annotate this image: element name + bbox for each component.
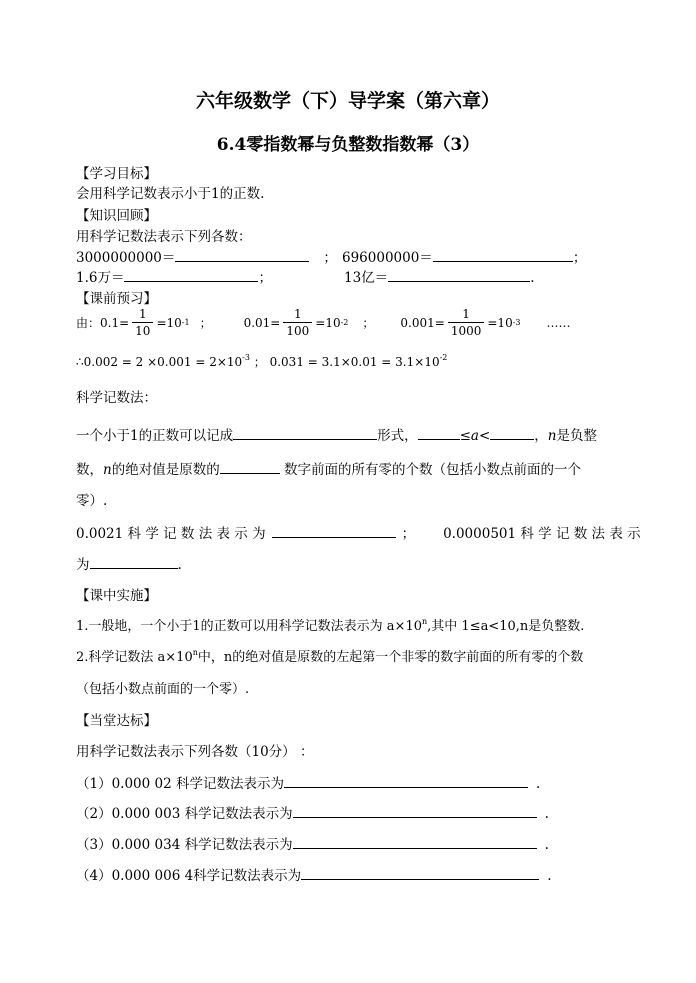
definition-line-2: 数，n的绝对值是原数的 数字前面的所有零的个数（包括小数点前面的一个 xyxy=(76,462,581,478)
objectives-text: 会用科学记数表示小于1的正数. xyxy=(76,186,265,202)
implementation-line-3: （包括小数点前面的一个零）. xyxy=(76,682,250,697)
answer-blank[interactable] xyxy=(220,460,280,474)
review-item-label: 13亿＝ xyxy=(344,270,389,286)
review-item-3: 1.6万＝ ； xyxy=(76,270,272,286)
standards-item-4: （4）0.000 006 4科学记数法表示为 . xyxy=(76,868,552,884)
standards-header: 【当堂达标】 xyxy=(76,713,157,729)
answer-blank[interactable] xyxy=(490,426,534,440)
definition-line-1: 一个小于1的正数可以记成 形式， ≤a< ，n是负整 xyxy=(76,428,597,444)
fraction: $\frac{1}{1000}$ xyxy=(448,306,485,339)
therefore-line: ∴0.002 = $2 \times 0.001 = 2\times 10^{-3}$ ； $0.031 = 3.1\times 0.01 = 3.1\times 10^{-2}$ xyxy=(76,353,448,369)
fraction: $\frac{1}{100}$ xyxy=(283,306,312,339)
implementation-line-2: 2.科学记数法 $a\times 10^n$中，n的绝对值是原数的左起第一个非零的数字前面的所有零的个数 xyxy=(76,648,584,665)
sci-notation-label: 科学记数法： xyxy=(76,390,157,406)
lesson-subtitle: 6.4零指数幂与负整数指数幂（3） xyxy=(216,135,480,155)
exercise-line-1: 0.0021 科 学 记 数 法 表 示 为 ； 0.0000501 科 学 记 数 法 表 示 xyxy=(76,526,641,542)
answer-blank[interactable] xyxy=(233,426,377,440)
exercise-line-2: 为 . xyxy=(76,557,182,573)
answer-blank[interactable] xyxy=(388,268,530,282)
fraction-examples: 由： 0.1= $\frac{1}{10}$ =10 -1 ； 0.01= $\frac{1}{100}$ =10 -2 ； 0.001= $\frac{1}{1000}$ =10 -3 …… xyxy=(76,307,571,338)
answer-blank[interactable] xyxy=(418,426,460,440)
standards-instruction: 用科学记数法表示下列各数（10分） ： xyxy=(76,744,314,760)
answer-blank[interactable] xyxy=(433,248,573,262)
review-item-label: 1.6万＝ xyxy=(76,270,125,286)
review-item-4: 13亿＝ . xyxy=(344,270,535,286)
standards-item-2: （2）0.000 003 科学记数法表示为 . xyxy=(76,806,549,822)
definition-line-3: 零）. xyxy=(76,493,108,509)
answer-blank[interactable] xyxy=(90,555,178,569)
answer-blank[interactable] xyxy=(124,268,258,282)
fraction: $\frac{1}{10}$ xyxy=(132,306,153,339)
preview-header: 【课前预习】 xyxy=(76,291,157,307)
answer-blank[interactable] xyxy=(272,524,396,538)
objectives-header: 【学习目标】 xyxy=(76,166,157,182)
implementation-header: 【课中实施】 xyxy=(76,588,157,604)
review-instruction: 用科学记数法表示下列各数： xyxy=(76,229,252,245)
answer-blank[interactable] xyxy=(284,774,528,788)
review-item-2: 696000000＝ ； xyxy=(342,250,587,266)
standards-item-1: （1）0.000 02 科学记数法表示为 . xyxy=(76,776,541,792)
review-item-1: 3000000000＝ ； xyxy=(76,250,337,266)
standards-item-3: （3）0.000 034 科学记数法表示为 . xyxy=(76,837,549,853)
answer-blank[interactable] xyxy=(175,248,309,262)
review-header: 【知识回顾】 xyxy=(76,208,157,224)
answer-blank[interactable] xyxy=(301,866,539,880)
review-item-label: 3000000000＝ xyxy=(76,250,176,266)
review-item-label: 696000000＝ xyxy=(342,250,433,266)
page-title: 六年级数学（下）导学案（第六章） xyxy=(195,90,500,112)
answer-blank[interactable] xyxy=(293,804,537,818)
answer-blank[interactable] xyxy=(293,835,537,849)
implementation-line-1: 1.一般地，一个小于1的正数可以用科学记数法表示为 $a\times 10^n$,其中 1≤a<10,n是负整数. xyxy=(76,617,585,634)
